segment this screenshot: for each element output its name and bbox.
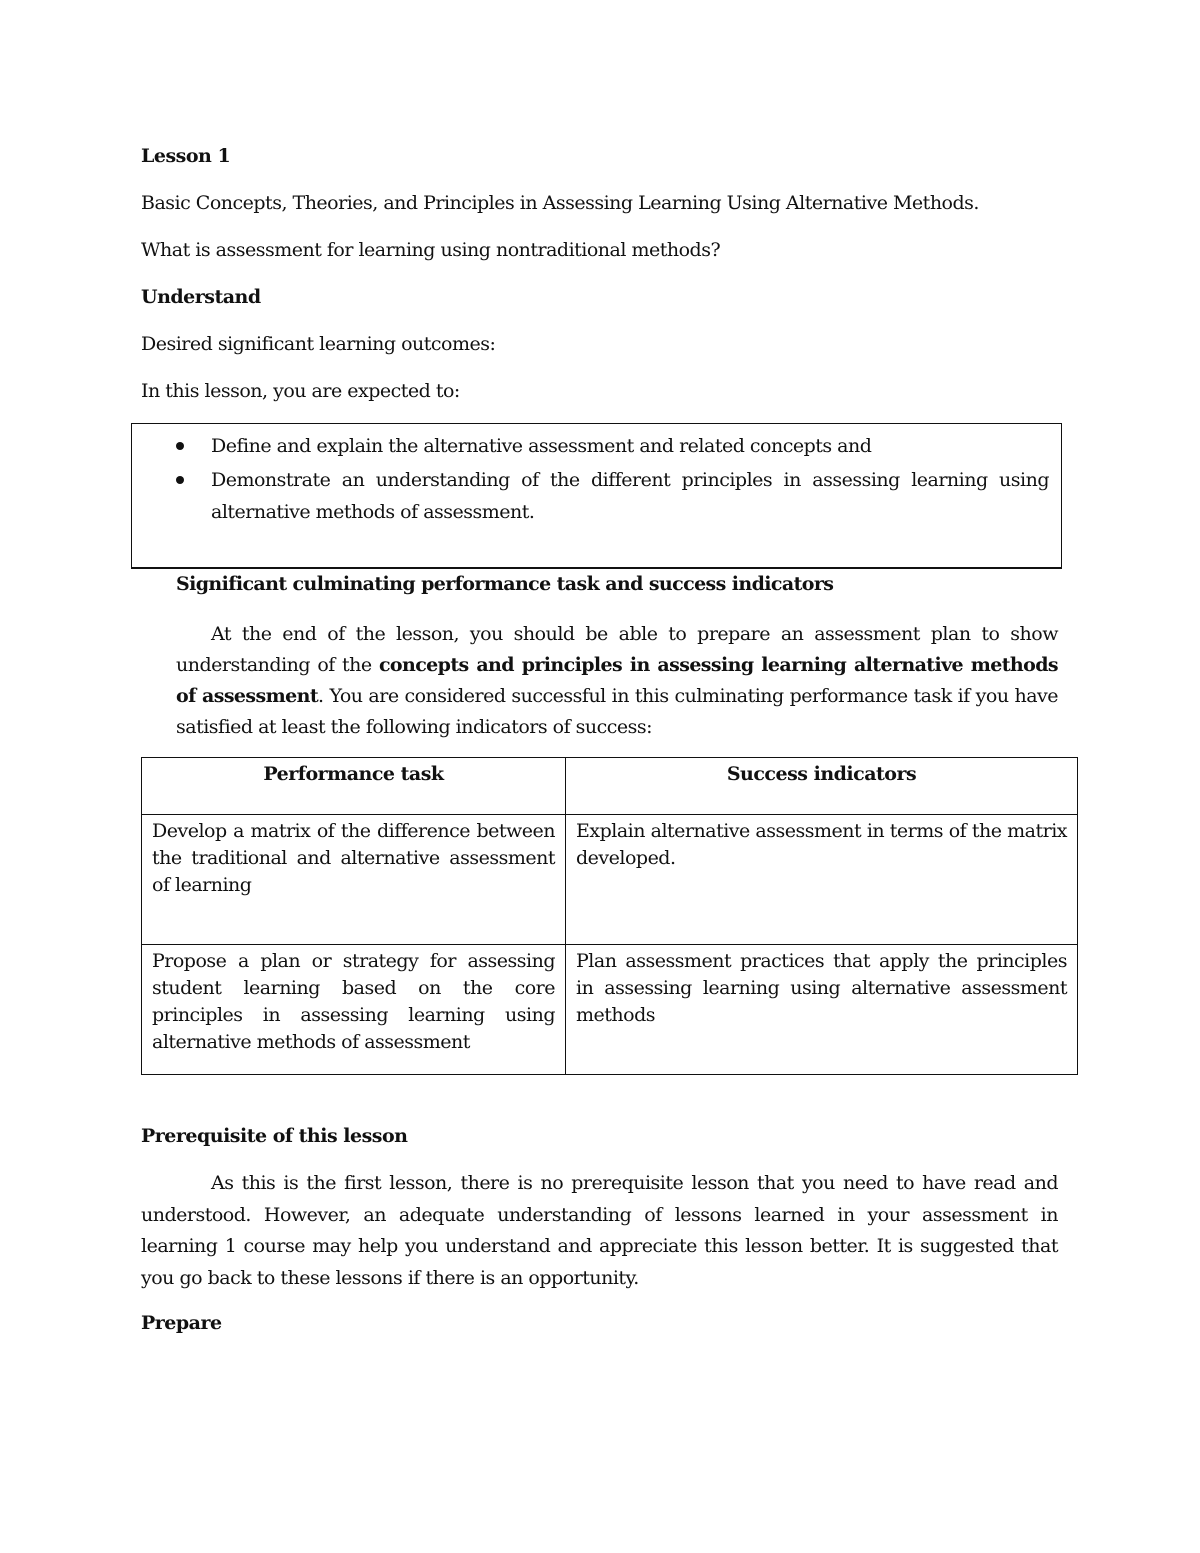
objectives-box	[131, 423, 1062, 569]
table-row	[142, 815, 1078, 945]
objective-item	[132, 464, 1061, 528]
indicators-table	[141, 757, 1078, 1075]
understand-heading: Understand	[141, 286, 261, 308]
objectives-list	[132, 430, 1061, 528]
prerequisite-paragraph: As this is the first lesson, there is no prerequisite lesson that you need to have read and understood. However, an adequate understanding of lessons learned in your assessment in learning 1 course may help you understand and appreciate this lesson better. It is suggested that you go back to these lessons if there is an opportunity.	[141, 1172, 1058, 1289]
header-performance-task: Performance task	[142, 758, 566, 815]
task-para-bold: concepts and principles in assessing learning alternative methods of assessment	[176, 654, 1058, 707]
lesson-number: Lesson 1	[141, 145, 231, 167]
prerequisite-heading: Prerequisite of this lesson	[141, 1125, 408, 1147]
header-success-indicators: Success indicators	[566, 758, 1078, 815]
objective-text: Define and explain the alternative assessment and related concepts and	[211, 435, 872, 457]
task-para-part1: At the end of the lesson, you should be able to prepare an assessment plan to show understanding of the	[176, 623, 1058, 676]
table-cell: Propose a plan or strategy for assessing student learning based on the core principles in assessing learning using alternative methods of assessment	[142, 945, 566, 1075]
objective-item	[132, 430, 1061, 462]
table-header-row	[142, 758, 1078, 815]
outcomes-label: Desired significant learning outcomes:	[141, 333, 496, 355]
bullet-icon	[176, 476, 184, 484]
objective-text: Demonstrate an understanding of the different principles in assessing learning using alternative methods of assessment.	[211, 469, 1049, 523]
task-paragraph	[176, 619, 1058, 743]
task-para-part2: . You are considered successful in this culminating performance task if you have satisfied at least the following indicators of success:	[176, 685, 1058, 738]
expected-label: In this lesson, you are expected to:	[141, 380, 460, 402]
bullet-icon	[176, 442, 184, 450]
prepare-heading: Prepare	[141, 1312, 222, 1334]
lesson-question: What is assessment for learning using nontraditional methods?	[141, 239, 721, 261]
lesson-title: Basic Concepts, Theories, and Principles in Assessing Learning Using Alternative Methods.	[141, 192, 979, 214]
task-heading: Significant culminating performance task and success indicators	[176, 573, 834, 595]
table-cell: Plan assessment practices that apply the principles in assessing learning using alternative assessment methods	[566, 945, 1078, 1075]
table-cell: Develop a matrix of the difference between the traditional and alternative assessment of learning	[142, 815, 566, 945]
table-row	[142, 945, 1078, 1075]
table-cell: Explain alternative assessment in terms of the matrix developed.	[566, 815, 1078, 945]
